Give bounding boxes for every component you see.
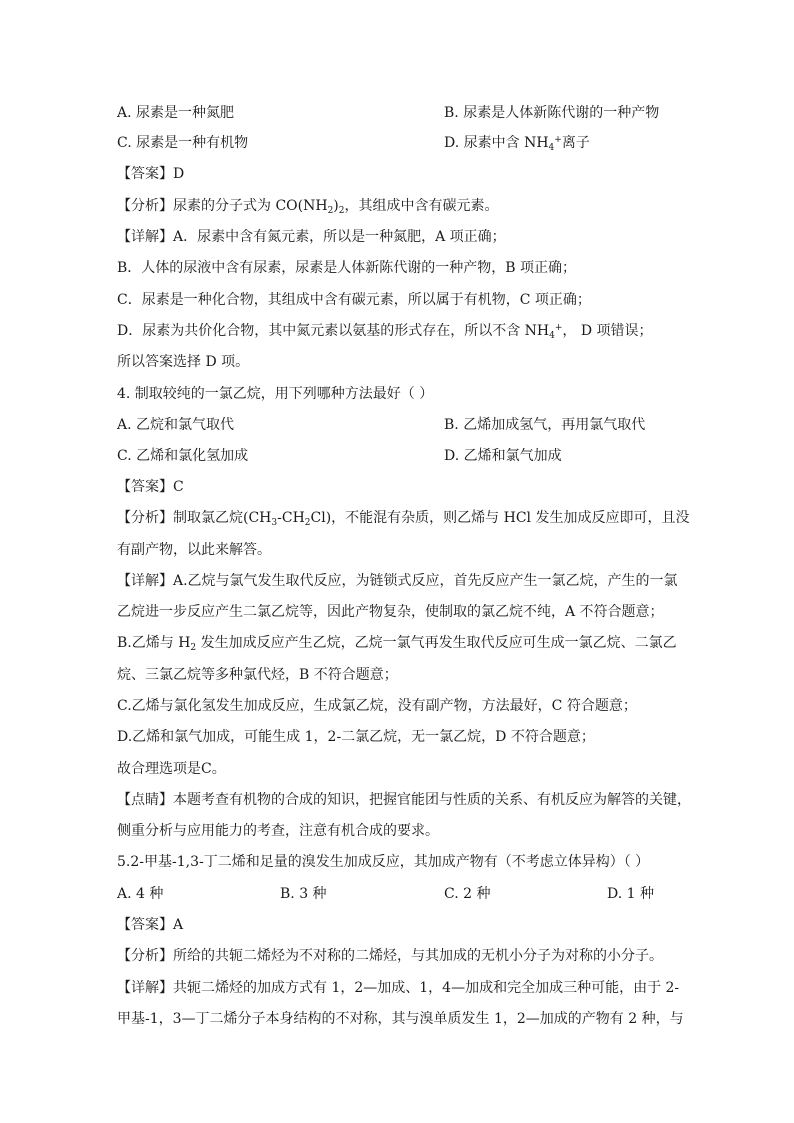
q4-detail-line: 故合理选项是C。 [117, 761, 226, 777]
q3-option-b: B. 尿素是人体新陈代谢的一种产物 [444, 105, 660, 121]
q5-option-b: B. 3 种 [280, 886, 327, 902]
q5-detail-line: 【详解】共轭二烯烃的加成方式有 1，2—加成、1，4—加成和完全加成三种可能，由于 2- [117, 980, 680, 996]
q5-stem: 5.2-甲基-1,3-丁二烯和足量的溴发生加成反应，其加成产物有（不考虑立体异构）（ ） [117, 854, 650, 870]
q5-analysis: 【分析】所给的共轭二烯烃为不对称的二烯烃，与其加成的无机小分子为对称的小分子。 [117, 948, 663, 964]
q4-answer: 【答案】C [117, 479, 184, 495]
q3-answer: 【答案】D [117, 166, 185, 182]
q3-analysis: 【分析】尿素的分子式为 $CO(NH_2)_2$，其组成中含有碳元素。 [117, 198, 499, 216]
q4-detail-line: 【详解】A.乙烷与氯气发生取代反应，为链锁式反应，首先反应产生一氯乙烷，产生的一氯 [117, 573, 678, 589]
q4-option-c: C. 乙烯和氯化氢加成 [117, 448, 249, 464]
q3-detail-line: C．尿素是一种化合物，其组成中含有碳元素，所以属于有机物，C 项正确； [117, 292, 591, 308]
q4-option-a: A. 乙烷和氯气取代 [117, 417, 235, 433]
q4-detail-line: C.乙烯与氯化氢发生加成反应，生成氯乙烷，没有副产物，方法最好，C 符合题意； [117, 698, 637, 714]
q4-stem: 4. 制取较纯的一氯乙烷，用下列哪种方法最好（ ） [117, 386, 434, 402]
q3-option-d: D. 尿素中含 $NH_4^+$离子 [444, 135, 590, 153]
q5-option-a: A. 4 种 [117, 886, 164, 902]
q4-option-d: D. 乙烯和氯气加成 [444, 448, 562, 464]
q3-detail-line: D．尿素为共价化合物，其中氮元素以氨基的形式存在，所以不含 $NH_4^+$， D 项错误； [117, 323, 653, 341]
q4-detail-line: 烷、三氯乙烷等多种氯代烃，B 不符合题意； [117, 667, 398, 683]
q3-detail-line: 【详解】A．尿素中含有氮元素，所以是一种氮肥，A 项正确； [117, 229, 506, 245]
q4-detail-line: B.乙烯与 $H_2$ 发生加成反应产生乙烷，乙烷一氯气再发生取代反应可生成一氯乙烷、二氯乙 [117, 635, 677, 653]
q3-option-a: A. 尿素是一种氮肥 [117, 105, 235, 121]
q3-detail-line: B．人体的尿液中含有尿素，尿素是人体新陈代谢的一种产物，B 项正确； [117, 260, 577, 276]
q5-option-c: C. 2 种 [444, 886, 491, 902]
q4-option-b: B. 乙烯加成氢气，再用氯气取代 [444, 417, 646, 433]
q4-analysis-line: 有副产物，以此来解答。 [117, 542, 271, 558]
q3-detail-line: 所以答案选择 D 项。 [117, 354, 250, 370]
q4-detail-line: 乙烷进一步反应产生二氯乙烷等，因此产物复杂，使制取的氯乙烷不纯，A 不符合题意； [117, 604, 664, 620]
q4-analysis: 【分析】制取氯乙烷$(CH_3-CH_2Cl)$，不能混有杂质，则乙烯与 HCl 发生加成反应即可，且没 [117, 510, 690, 528]
q4-detail-line: D.乙烯和氯气加成，可能生成 1，2-二氯乙烷，无一氯乙烷，D 不符合题意； [117, 729, 595, 745]
q5-detail-line: 甲基-1，3—丁二烯分子本身结构的不对称，其与溴单质发生 1，2—加成的产物有 2 种，与 [117, 1011, 684, 1027]
q4-comment-line: 【点睛】本题考查有机物的合成的知识，把握官能团与性质的关系、有机反应为解答的关键， [117, 792, 691, 808]
q5-answer: 【答案】A [117, 917, 184, 933]
q3-option-c: C. 尿素是一种有机物 [117, 135, 249, 151]
q5-option-d: D. 1 种 [607, 886, 654, 902]
q4-comment-line: 侧重分析与应用能力的考查，注意有机合成的要求。 [117, 823, 439, 839]
